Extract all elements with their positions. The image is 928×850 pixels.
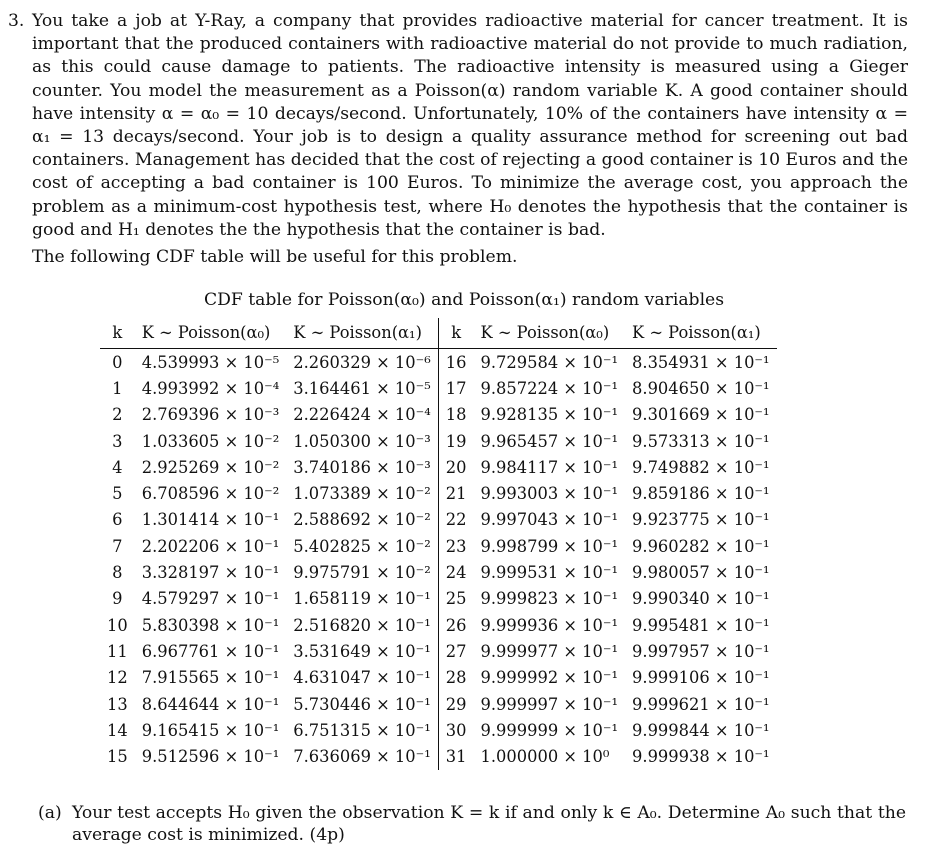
cell-poisson-a0: 9.999997 × 10⁻¹ <box>480 694 619 714</box>
cell-poisson-a0: 1.033605 × 10⁻² <box>141 431 280 451</box>
cell-poisson-a1: 9.749882 × 10⁻¹ <box>632 457 770 477</box>
cell-poisson-a1: 9.995481 × 10⁻¹ <box>632 615 770 635</box>
cell-poisson-a1: 6.751315 × 10⁻¹ <box>286 717 438 743</box>
cell-poisson-a0: 2.202206 × 10⁻¹ <box>141 536 280 556</box>
cell-k: 6 <box>112 510 123 530</box>
table-row <box>100 428 777 454</box>
problem-text: You take a job at Y-Ray, a company that provides radioactive material for cancer treatment. It is important that the produced containers with radioactive material do not provide to much radiation, as this could cause damage to patients. The radioactive intensity is measured using a Gieger counter. You model the measurement as a Poisson(α) random variable K. A good container should have intensity α = α₀ = 10 decays/second. Unfortunately, 10% of the containers have intensity α = α₁ = 13 decays/second. Your job is to design a quality assurance method for screening out bad containers. Management has decided that the cost of rejecting a good container is 10 Euros and the cost of accepting a bad container is 100 Euros. To minimize the average cost, you approach the problem as a minimum-cost hypothesis test, where H₀ denotes the hypothesis that the container is good and H₁ denotes the the hypothesis that the container is bad. <box>32 11 908 240</box>
cell-poisson-a0: 9.965457 × 10⁻¹ <box>480 431 619 451</box>
cell-poisson-a1: 3.164461 × 10⁻⁵ <box>286 375 438 401</box>
cell-poisson-a0: 5.830398 × 10⁻¹ <box>141 615 280 635</box>
cell-poisson-a1: 9.997957 × 10⁻¹ <box>632 641 770 661</box>
cell-poisson-a1: 9.980057 × 10⁻¹ <box>632 563 770 583</box>
cell-k: 1 <box>112 378 123 398</box>
cell-poisson-a0: 9.999992 × 10⁻¹ <box>480 668 619 688</box>
cell-poisson-a0: 6.708596 × 10⁻² <box>141 484 280 504</box>
cell-k: 11 <box>107 641 128 661</box>
cell-poisson-a1: 9.975791 × 10⁻² <box>286 559 438 585</box>
cell-poisson-a1: 2.516820 × 10⁻¹ <box>286 612 438 638</box>
header-k-left: k <box>100 318 135 349</box>
cell-poisson-a1: 9.573313 × 10⁻¹ <box>632 431 770 451</box>
table-lead-sentence: The following CDF table will be useful for this problem. <box>32 247 518 267</box>
table-row <box>100 402 777 428</box>
cell-poisson-a1: 9.923775 × 10⁻¹ <box>632 510 770 530</box>
table-caption: CDF table for Poisson(α₀) and Poisson(α₁) random variables <box>203 290 725 310</box>
cell-poisson-a1: 3.531649 × 10⁻¹ <box>286 638 438 664</box>
cell-poisson-a0: 9.984117 × 10⁻¹ <box>480 457 619 477</box>
cell-poisson-a1: 5.730446 × 10⁻¹ <box>286 691 438 717</box>
cell-poisson-a1: 1.658119 × 10⁻¹ <box>286 586 438 612</box>
cell-poisson-a0: 9.512596 × 10⁻¹ <box>141 747 280 767</box>
cell-k: 7 <box>112 536 123 556</box>
cell-k: 31 <box>445 747 467 767</box>
cell-poisson-a0: 9.857224 × 10⁻¹ <box>480 378 619 398</box>
cell-poisson-a0: 1.301414 × 10⁻¹ <box>141 510 280 530</box>
part-a-text: Your test accepts H₀ given the observation K = k if and only k ∈ A₀. Determine A₀ such that the average cost is minimized. (4p) <box>72 803 906 845</box>
cell-poisson-a0: 8.644644 × 10⁻¹ <box>141 694 280 714</box>
cell-poisson-a0: 9.999999 × 10⁻¹ <box>480 720 619 740</box>
cdf-table-body <box>100 349 777 770</box>
cell-poisson-a0: 9.928135 × 10⁻¹ <box>480 405 619 425</box>
cell-k: 18 <box>445 405 467 425</box>
cell-poisson-a1: 9.960282 × 10⁻¹ <box>632 536 770 556</box>
cell-k: 30 <box>445 720 467 740</box>
cell-k: 28 <box>445 668 467 688</box>
cell-poisson-a0: 9.999531 × 10⁻¹ <box>480 563 619 583</box>
table-row <box>100 638 777 664</box>
cell-k: 25 <box>445 589 467 609</box>
cell-poisson-a0: 2.925269 × 10⁻² <box>141 457 280 477</box>
cell-poisson-a0: 3.328197 × 10⁻¹ <box>141 563 280 583</box>
cell-poisson-a0: 2.769396 × 10⁻³ <box>141 405 280 425</box>
cell-poisson-a1: 4.631047 × 10⁻¹ <box>286 665 438 691</box>
cell-k: 9 <box>112 589 123 609</box>
cell-poisson-a1: 9.999938 × 10⁻¹ <box>632 747 770 767</box>
cell-k: 15 <box>107 747 128 767</box>
cell-poisson-a1: 2.226424 × 10⁻⁴ <box>286 402 438 428</box>
cdf-table <box>100 318 777 770</box>
cell-poisson-a0: 1.000000 × 10⁰ <box>480 747 610 767</box>
table-row <box>100 717 777 743</box>
cell-poisson-a0: 9.999823 × 10⁻¹ <box>480 589 619 609</box>
cell-k: 23 <box>445 536 467 556</box>
cell-k: 14 <box>107 720 128 740</box>
cell-k: 5 <box>112 484 123 504</box>
table-row <box>100 559 777 585</box>
cell-poisson-a1: 8.904650 × 10⁻¹ <box>632 378 770 398</box>
cell-poisson-a0: 4.539993 × 10⁻⁵ <box>141 352 280 372</box>
part-a-label: (a) <box>38 803 62 823</box>
table-row <box>100 743 777 769</box>
cell-k: 13 <box>107 694 128 714</box>
cell-k: 10 <box>107 615 128 635</box>
cell-k: 20 <box>445 457 467 477</box>
cell-poisson-a1: 8.354931 × 10⁻¹ <box>632 352 770 372</box>
cell-k: 12 <box>107 668 128 688</box>
cell-poisson-a1: 3.740186 × 10⁻³ <box>286 454 438 480</box>
table-row <box>100 586 777 612</box>
cell-poisson-a1: 7.636069 × 10⁻¹ <box>286 743 438 769</box>
header-poisson-a0-right: K ∼ Poisson(α₀) <box>474 318 626 349</box>
cell-poisson-a0: 9.999936 × 10⁻¹ <box>480 615 619 635</box>
table-row <box>100 533 777 559</box>
cell-k: 0 <box>112 352 123 372</box>
header-poisson-a0-left: K ∼ Poisson(α₀) <box>135 318 287 349</box>
cell-poisson-a0: 9.165415 × 10⁻¹ <box>141 720 280 740</box>
header-poisson-a1-left: K ∼ Poisson(α₁) <box>286 318 438 349</box>
cell-k: 21 <box>445 484 467 504</box>
cell-poisson-a0: 9.997043 × 10⁻¹ <box>480 510 619 530</box>
table-row <box>100 507 777 533</box>
cell-poisson-a1: 9.999844 × 10⁻¹ <box>632 720 770 740</box>
table-row <box>100 480 777 506</box>
header-k-right: k <box>438 318 473 349</box>
cell-poisson-a1: 9.999106 × 10⁻¹ <box>632 668 770 688</box>
cell-k: 22 <box>445 510 467 530</box>
cell-poisson-a1: 5.402825 × 10⁻² <box>286 533 438 559</box>
cell-k: 29 <box>445 694 467 714</box>
table-row <box>100 691 777 717</box>
cell-k: 27 <box>445 641 467 661</box>
cell-k: 4 <box>112 457 123 477</box>
cell-poisson-a0: 9.729584 × 10⁻¹ <box>480 352 619 372</box>
cell-k: 19 <box>445 431 467 451</box>
cell-poisson-a0: 9.999977 × 10⁻¹ <box>480 641 619 661</box>
cell-poisson-a0: 4.993992 × 10⁻⁴ <box>141 378 280 398</box>
table-row <box>100 349 777 376</box>
cell-poisson-a0: 7.915565 × 10⁻¹ <box>141 668 280 688</box>
part-a <box>38 802 906 846</box>
table-row <box>100 454 777 480</box>
cell-poisson-a0: 4.579297 × 10⁻¹ <box>141 589 280 609</box>
cell-poisson-a1: 2.588692 × 10⁻² <box>286 507 438 533</box>
cell-k: 16 <box>445 352 467 372</box>
problem-number: 3. <box>8 11 25 31</box>
cell-k: 24 <box>445 563 467 583</box>
header-poisson-a1-right: K ∼ Poisson(α₁) <box>625 318 777 349</box>
cdf-table-header <box>100 318 777 349</box>
cell-k: 17 <box>445 378 467 398</box>
cell-k: 8 <box>112 563 123 583</box>
cell-poisson-a1: 9.301669 × 10⁻¹ <box>632 405 770 425</box>
cell-poisson-a1: 9.859186 × 10⁻¹ <box>632 484 770 504</box>
table-row <box>100 665 777 691</box>
cell-poisson-a1: 1.073389 × 10⁻² <box>286 480 438 506</box>
cell-poisson-a1: 2.260329 × 10⁻⁶ <box>286 349 438 376</box>
cell-poisson-a0: 9.998799 × 10⁻¹ <box>480 536 619 556</box>
cell-k: 3 <box>112 431 123 451</box>
cell-poisson-a1: 9.999621 × 10⁻¹ <box>632 694 770 714</box>
table-row <box>100 612 777 638</box>
cell-k: 26 <box>445 615 467 635</box>
problem-statement <box>8 10 908 242</box>
cell-poisson-a0: 6.967761 × 10⁻¹ <box>141 641 280 661</box>
table-row <box>100 375 777 401</box>
cell-k: 2 <box>112 405 123 425</box>
cell-poisson-a1: 9.990340 × 10⁻¹ <box>632 589 770 609</box>
cell-poisson-a0: 9.993003 × 10⁻¹ <box>480 484 619 504</box>
cell-poisson-a1: 1.050300 × 10⁻³ <box>286 428 438 454</box>
